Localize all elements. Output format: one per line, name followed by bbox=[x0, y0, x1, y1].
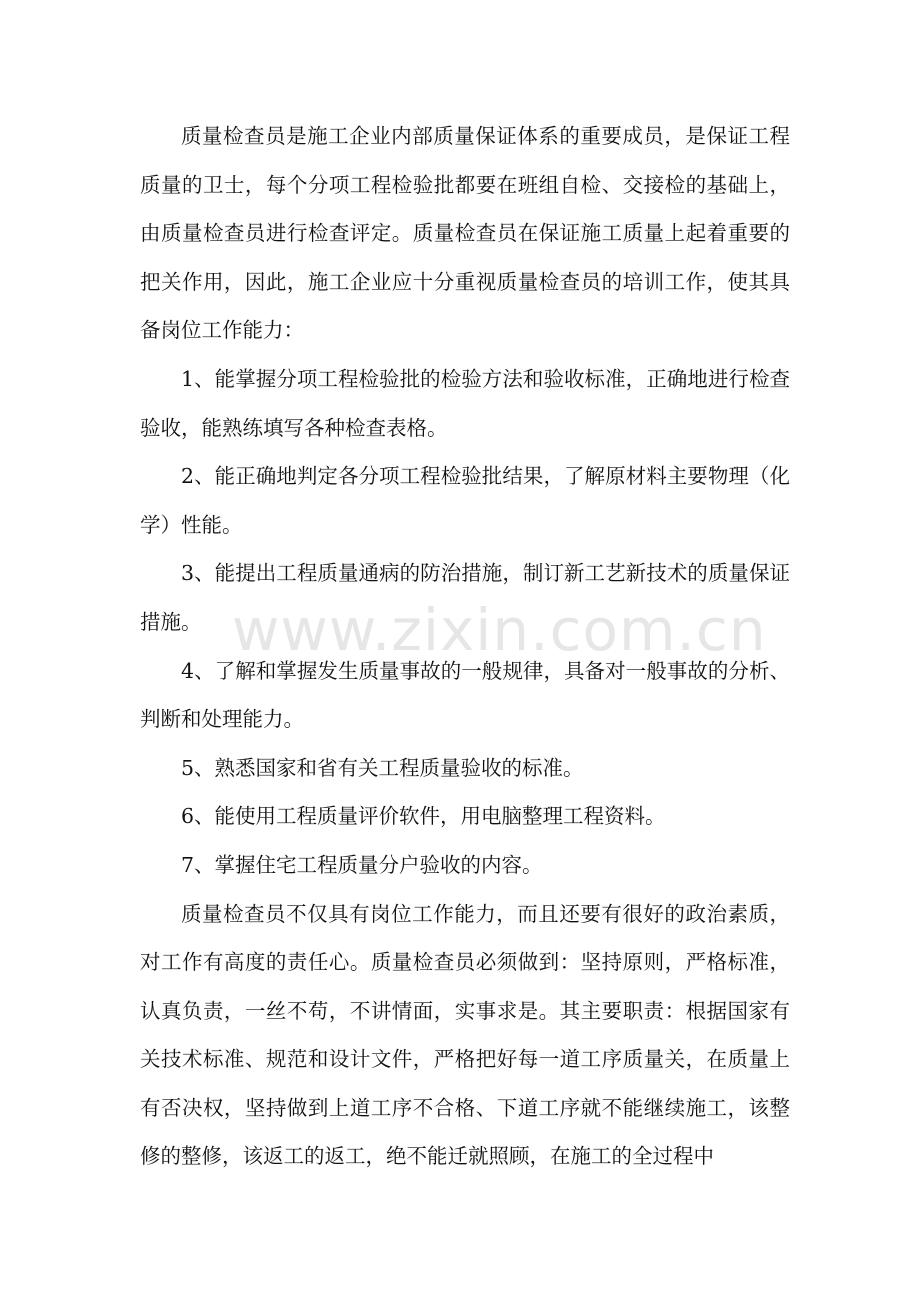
list-item-4: 4、了解和掌握发生质量事故的一般规律，具备对一般事故的分析、判断和处理能力。 bbox=[140, 658, 790, 732]
list-item-2: 2、能正确地判定各分项工程检验批结果，了解原材料主要物理（化学）性能。 bbox=[140, 464, 790, 537]
list-item-3: 3、能提出工程质量通病的防治措施，制订新工艺新技术的质量保证措施。 bbox=[140, 561, 790, 634]
document-body bbox=[140, 112, 790, 1181]
paragraph-duties: 质量检查员不仅具有岗位工作能力，而且还要有很好的政治素质，对工作有高度的责任心。质量检查员必须做到：坚持原则，严格标准，认真负责，一丝不苟，不讲情面，实事求是。其主要职责：根据国家有关技术标准、规范和设计文件，严格把好每一道工序质量关，在质量上有否决权，坚持做到上道工序不合格、下道工序就不能继续施工，该整修的整修，该返工的返工，绝不能迁就照顾，在施工的全过程中 bbox=[140, 901, 790, 1169]
watermark: www.zixin.com.cn bbox=[232, 596, 767, 664]
list-item-7: 7、掌握住宅工程质量分户验收的内容。 bbox=[181, 852, 543, 877]
list-item-1: 1、能掌握分项工程检验批的检验方法和验收标准，正确地进行检查验收，能熟练填写各种检查表格。 bbox=[140, 366, 790, 440]
paragraph-intro: 质量检查员是施工企业内部质量保证体系的重要成员，是保证工程质量的卫士，每个分项工程检验批都要在班组自检、交接检的基础上，由质量检查员进行检查评定。质量检查员在保证施工质量上起着重要的把关作用，因此，施工企业应十分重视质量检查员的培训工作，使其具备岗位工作能力： bbox=[140, 124, 790, 343]
list-item-6: 6、能使用工程质量评价软件，用电脑整理工程资料。 bbox=[181, 804, 666, 829]
list-item-5: 5、熟悉国家和省有关工程质量验收的标准。 bbox=[181, 755, 584, 780]
